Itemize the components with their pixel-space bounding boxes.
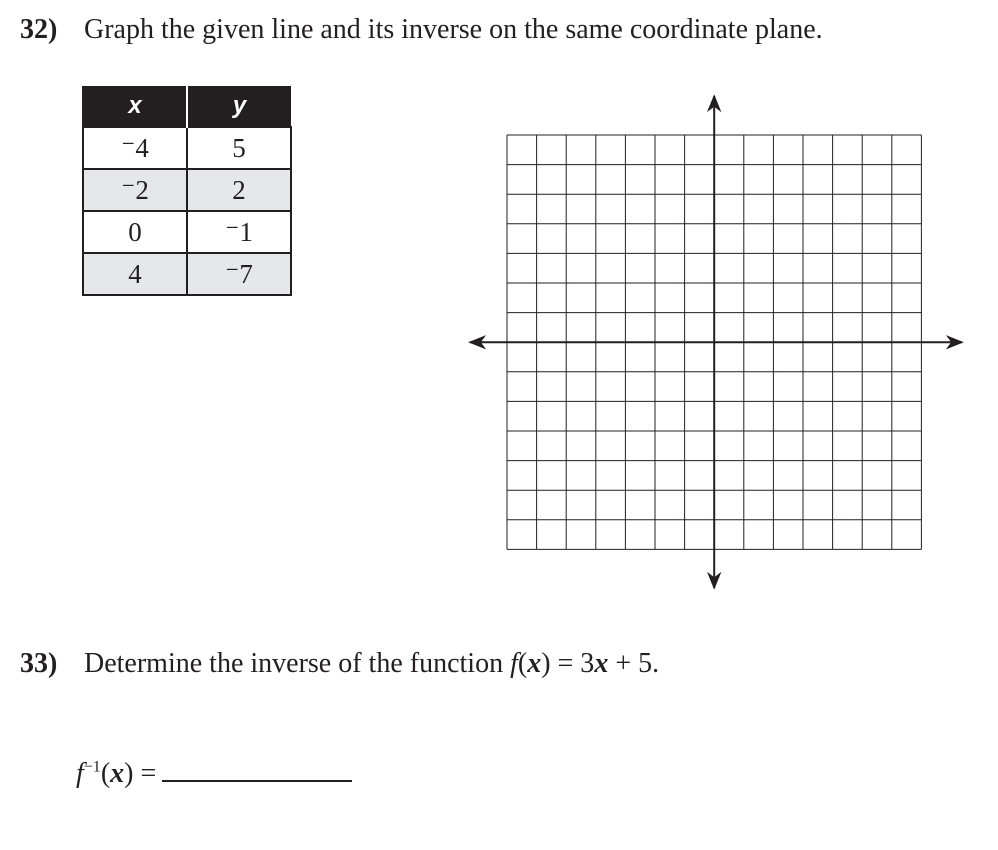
q33-rhs-x: x	[594, 648, 609, 679]
question-32-prompt: Graph the given line and its inverse on the same coordinate plane.	[84, 14, 823, 45]
table-cell-y: 2	[187, 169, 291, 211]
xy-table	[82, 86, 292, 296]
table-cell-y: 5	[187, 127, 291, 169]
q33-f: f	[510, 648, 518, 679]
question-33-number: 33)	[20, 648, 58, 679]
table-row	[83, 169, 291, 211]
table-cell-y: ⁻1	[187, 211, 291, 253]
q33-x: x	[527, 648, 542, 679]
table-cell-x: ⁻2	[83, 169, 187, 211]
table-header-x: x	[83, 86, 187, 127]
table-cell-y: ⁻7	[187, 253, 291, 295]
answer-blank[interactable]	[162, 756, 352, 782]
question-33-prompt	[84, 648, 659, 680]
table-row	[83, 127, 291, 169]
q33-prefix: Determine the inverse of the function	[84, 648, 511, 679]
table-cell-x: 4	[83, 253, 187, 295]
answer-equals: =	[133, 758, 157, 789]
table-header-y: y	[187, 86, 291, 127]
q33-rhs-a: = 3	[550, 648, 595, 679]
answer-close: )	[124, 758, 134, 789]
q33-open: (	[517, 648, 528, 679]
answer-x: x	[110, 758, 125, 789]
q33-rhs-b: + 5.	[608, 648, 660, 679]
question-32-number: 32)	[20, 14, 58, 45]
table-cell-x: 0	[83, 211, 187, 253]
table-cell-x: ⁻4	[83, 127, 187, 169]
coordinate-plane[interactable]	[466, 92, 966, 592]
answer-f: f	[76, 758, 84, 789]
table-row	[83, 211, 291, 253]
answer-open: (	[100, 758, 111, 789]
q33-close: )	[541, 648, 551, 679]
table-row	[83, 253, 291, 295]
answer-line	[76, 756, 352, 790]
answer-superscript: −1	[83, 758, 101, 776]
coordinate-grid[interactable]	[466, 92, 966, 592]
